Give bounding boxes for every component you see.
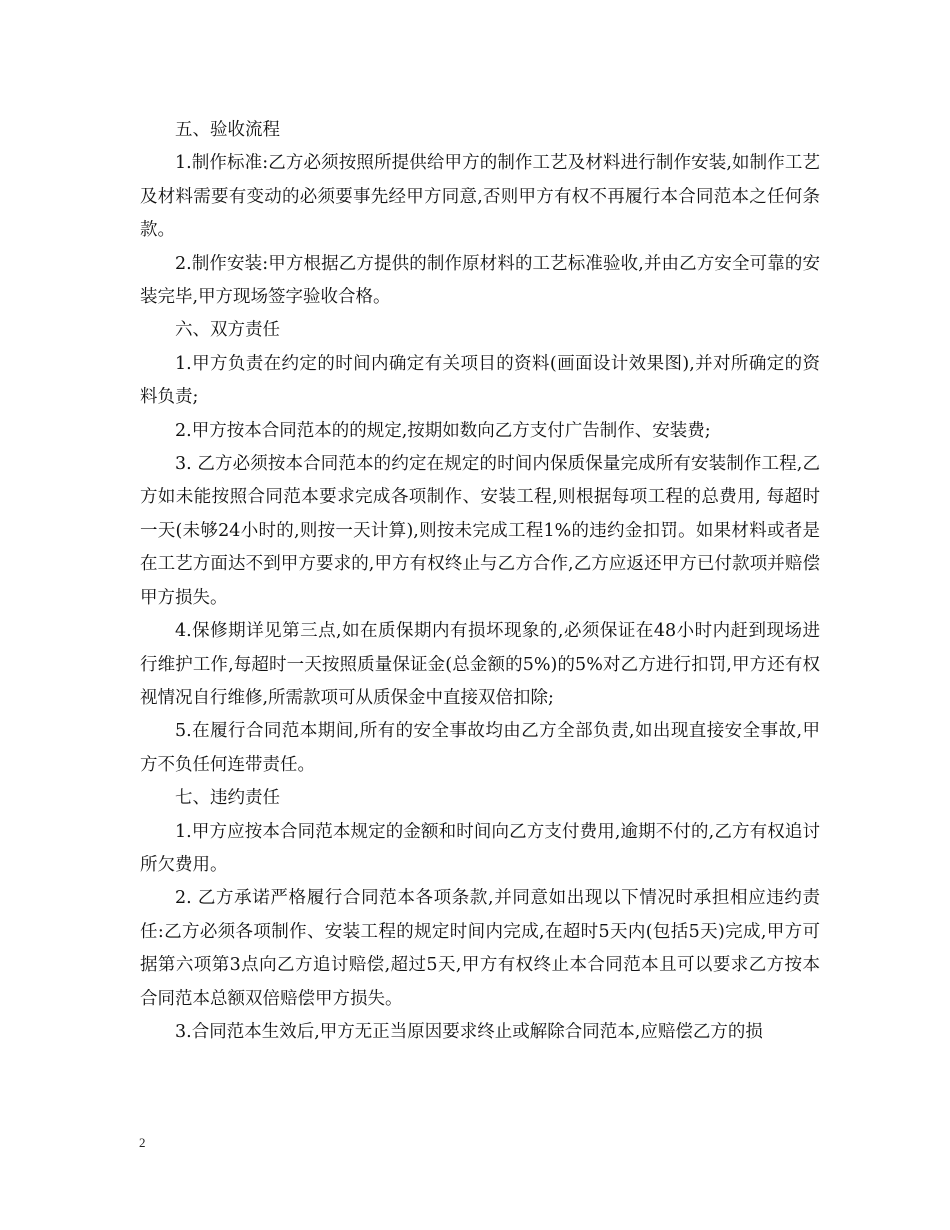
paragraph: 2.甲方按本合同范本的的规定,按期如数向乙方支付广告制作、安装费; (175, 420, 711, 441)
paragraph: 1.甲方负责在约定的时间内确定有关项目的资料(画面设计效果图),并对所确定的资料负责; (140, 353, 820, 408)
paragraph: 2. 乙方承诺严格履行合同范本各项条款,并同意如出现以下情况时承担相应违约责任:乙方必须各项制作、安装工程的规定时间内完成,在超时5天内(包括5天)完成,甲方可据第六项第3点向乙方追讨赔偿,超过5天,甲方有权终止本合同范本且可以要求乙方按本合同范本总额双倍赔偿甲方损失。 (140, 888, 820, 1009)
section-heading-responsibilities: 六、双方责任 (175, 320, 280, 341)
paragraph: 1.甲方应按本合同范本规定的金额和时间向乙方支付费用,逾期不付的,乙方有权追讨所欠费用。 (140, 821, 820, 875)
paragraph: 3.合同范本生效后,甲方无正当原因要求终止或解除合同范本,应赔偿乙方的损 (175, 1021, 763, 1042)
section-heading-acceptance: 五、验收流程 (175, 120, 280, 140)
section-heading-breach: 七、违约责任 (175, 788, 280, 809)
document-body (140, 114, 820, 1049)
paragraph: 4.保修期详见第三点,如在质保期内有损坏现象的,必须保证在48小时内赶到现场进行维护工作,每超时一天按照质量保证金(总金额的5%)的5%对乙方进行扣罚,甲方还有权视情况自行维修,所需款项可从质保金中直接双倍扣除; (140, 621, 820, 708)
paragraph: 2.制作安装:甲方根据乙方提供的制作原材料的工艺标准验收,并由乙方安全可靠的安装完毕,甲方现场签字验收合格。 (140, 253, 820, 308)
paragraph: 5.在履行合同范本期间,所有的安全事故均由乙方全部负责,如出现直接安全事故,甲方不负任何连带责任。 (140, 721, 820, 775)
paragraph: 1.制作标准:乙方必须按照所提供给甲方的制作工艺及材料进行制作安装,如制作工艺及材料需要有变动的必须要事先经甲方同意,否则甲方有权不再履行本合同范本之任何条款。 (140, 153, 820, 241)
paragraph: 3. 乙方必须按本合同范本的约定在规定的时间内保质保量完成所有安装制作工程,乙方如未能按照合同范本要求完成各项制作、安装工程,则根据每项工程的总费用, 每超时一天(未够24小时的,则按一天计算),则按未完成工程1%的违约金扣罚。如果材料或者是在工艺方面达不到甲方要求的,甲方有权终止与乙方合作,乙方应返还甲方已付款项并赔偿甲方损失。 (140, 454, 820, 608)
page-number: 2 (139, 1135, 146, 1150)
